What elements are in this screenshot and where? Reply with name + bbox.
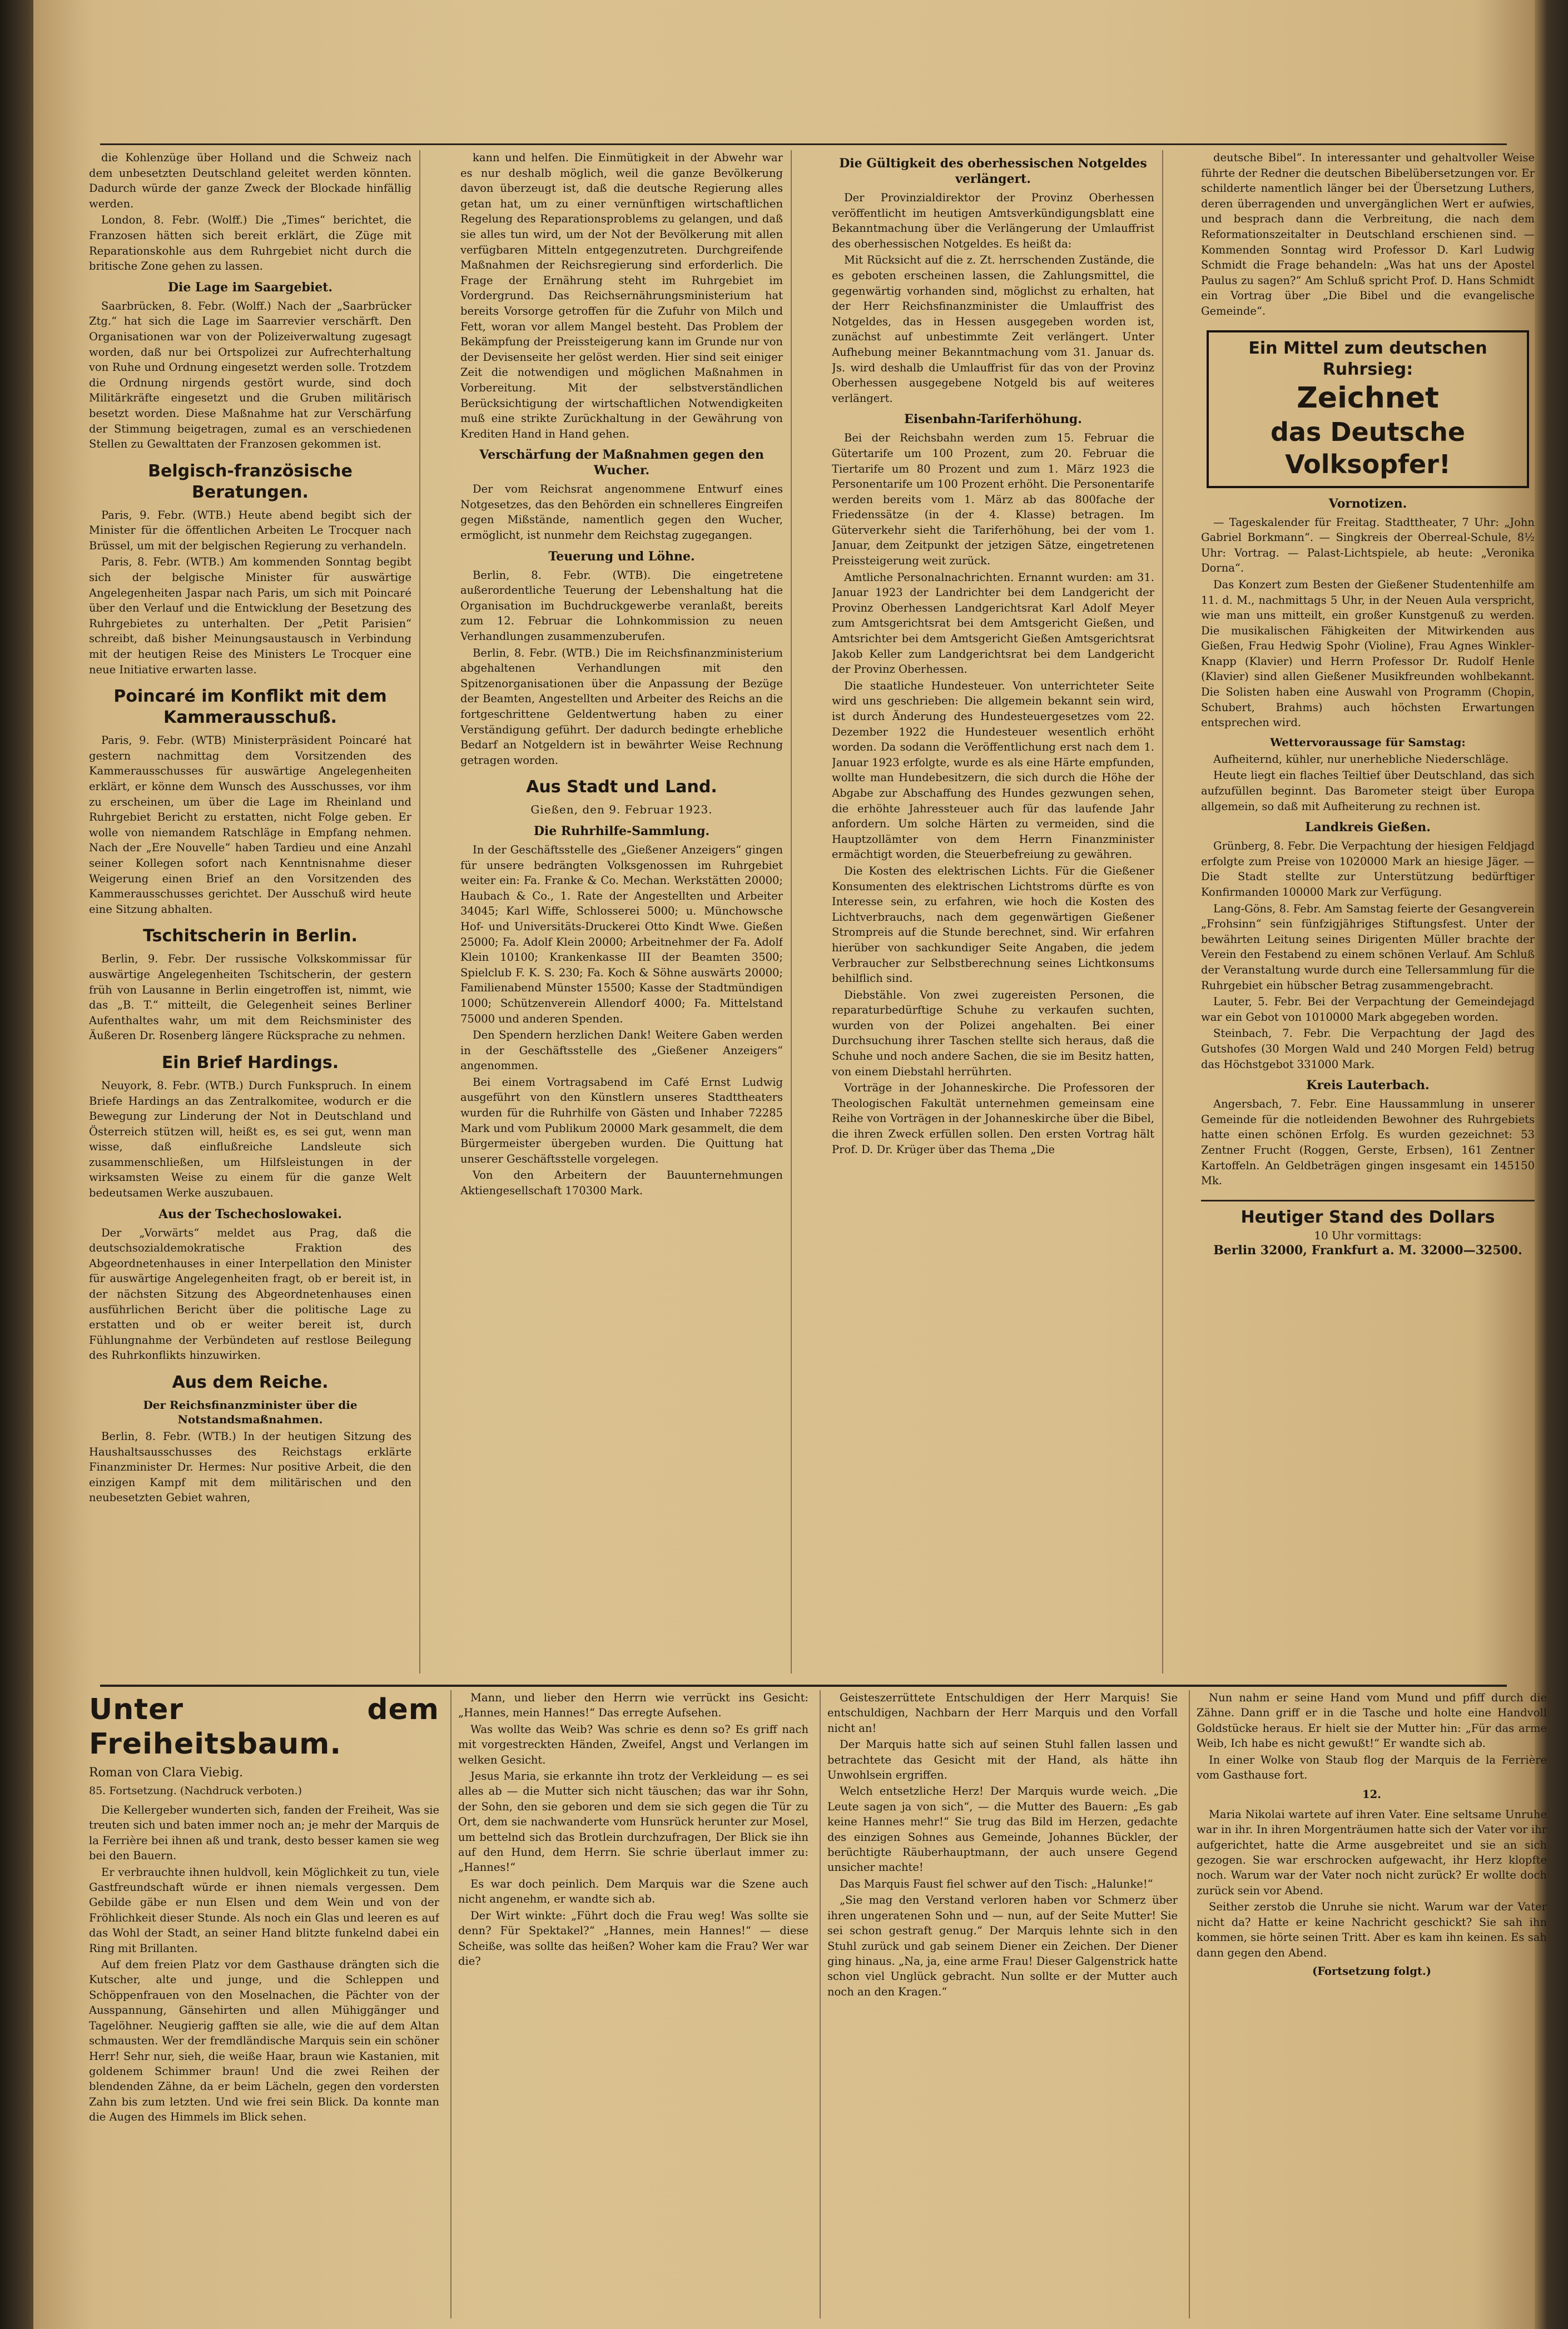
paragraph: Paris, 8. Febr. (WTB.) Am kommenden Sonntag begibt sich der belgische Minister für auswärtige Angelegenheiten Jaspar nach Paris, um sich mit Poincaré über den Verlauf und die Entwicklung der Besetzung des Ruhrgebietes zu unterhalten. Der „Petit Parisien“ schreibt, daß bisher Meinungsaustausch in Verbindung mit der heutigen Reise des Ministers Le Trocquer eine neue Initiative erwarten lasse. [89,555,411,676]
headline: Poincaré im Konflikt mit dem Kammerausschuß. [113,687,387,728]
paragraph: London, 8. Febr. (Wolff.) Die „Times“ berichtet, die Franzosen hätten sich bereit erklärt, die Züge mit Reparationskohle aus dem Ruhrgebiet nicht durch die britische Zone gehen zu lassen. [89,213,411,273]
paragraph: Der Marquis hatte sich auf seinen Stuhl fallen lassen und betrachtete das Gesicht mit der Hand, als hätte ihn Unwohlsein ergriffen. [827,1738,1178,1782]
serial-column-4 [1197,1690,1547,2318]
paragraph: Geisteszerrüttete Entschuldigen der Herr Marquis! Sie entschuldigen, Nachbarn der Herr Marquis und den Vorfall nicht an! [827,1691,1178,1735]
column-2 [460,150,783,1673]
ad-line: das Deutsche Volksopfer! [1270,416,1466,479]
paragraph: In einer Wolke von Staub flog der Marquis de la Ferrière vom Gasthause fort. [1197,1753,1547,1782]
paragraph: Mann, und lieber den Herrn wie verrückt ins Gesicht: „Hannes, mein Hannes!“ Das erregte Aufsehen. [458,1691,808,1720]
serial-installment: 85. Fortsetzung. (Nachdruck verboten.) [89,1785,302,1797]
paragraph: Der „Vorwärts“ meldet aus Prag, daß die deutschsozialdemokratische Fraktion des Abgeordnetenhauses in einer Interpellation den Minister für auswärtige Angelegenheiten fragt, ob er bereit ist, in der nächsten Sitzung des Abgeordnetenhauses einen ausführlichen Bericht über die politische Lage zu erstatten und ob er weiter bereit ist, durch Fühlungnahme der Verbündeten auf restlose Beilegung des Ruhrkonflikts hinzuwirken. [89,1226,411,1362]
paragraph: Das Konzert zum Besten der Gießener Studentenhilfe am 11. d. M., nachmittags 5 Uhr, in der Neuen Aula verspricht, wie man uns mitteilt, ein großer Kunstgenuß zu werden. Die musikalischen Fähigkeiten der Mitwirkenden aus Gießen, Frau Hedwig Spohr (Violine), Frau Agnes Winkler-Knapp (Klavier) und Herrn Professor Dr. Rudolf Henle (Klavier) sind allen Gießener Musikfreunden wohlbekannt. Die Solisten haben eine Auswahl von Programm (Chopin, Schubert, Brahms) auch höchsten Erwartungen entsprechen wird. [1201,578,1535,729]
paragraph: Bei einem Vortragsabend im Café Ernst Ludwig ausgeführt von den Künstlern unseres Stadttheaters wurden für die Ruhrhilfe von Gästen und Inhaber 72285 Mark und vom Publikum 20000 Mark gesammelt, die dem Bürgermeister übergeben wurden. Die Quittung hat unserer Geschäftsstelle vorgelegen. [460,1075,783,1165]
headline: Die Gültigkeit des oberhessischen Notgeldes verlängert. [839,156,1147,186]
paragraph: deutsche Bibel“. In interessanter und gehaltvoller Weise führte der Redner die deutschen Bibelübersetzungen vor. Er schilderte namentlich länger bei der Übersetzung Luthers, deren überragenden und unvergänglichen Wert er aufwies, und besprach dann die Verbreitung, die nach dem Reformationszeitalter in Deutschland erschienen sind. — Kommenden Sonntag wird Professor D. Karl Ludwig Schmidt die Frage behandeln: „Was hat uns der Apostel Paulus zu sagen?“ Am Schluß spricht Prof. D. Hans Schmidt ein Vortrag über „Die Bibel und die evangelische Gemeinde“. [1201,151,1535,317]
headline: Wettervoraussage für Samstag: [1270,735,1466,749]
paragraph: Angersbach, 7. Febr. Eine Haussammlung in unserer Gemeinde für die notleidenden Bewohner des Ruhrgebiets hatte einen schönen Erfolg. Es wurden gezeichnet: 53 Zentner Frucht (Roggen, Gerste, Erbsen), 161 Zentner Kartoffeln. An Geldbeträgen gingen insgesamt ein 145150 Mk. [1201,1098,1535,1188]
ad-line: Zeichnet [1297,381,1439,415]
headline: Vornotizen. [1328,496,1407,511]
paragraph: Von den Arbeitern der Bauunternehmungen Aktiengesellschaft 170300 Mark. [460,1169,783,1198]
feuilleton-rule [100,1685,1507,1687]
serial-column-3 [827,1690,1178,2318]
paragraph: Diebstähle. Von zwei zugereisten Personen, die reparaturbedürftige Schuhe zu verkaufen suchten, wurden von der Polizei angehalten. Bei einer Durchsuchung ihrer Taschen stellte sich heraus, daß die Schuhe und noch andere Sachen, die sie im Besitz hatten, von einem Diebstahl herrührten. [832,988,1154,1078]
paragraph: Lang-Göns, 8. Febr. Am Samstag feierte der Gesangverein „Frohsinn“ sein fünfzigjähriges Stiftungsfest. Unter der bewährten Leitung seines Dirigenten Müller brachte der Verein den Festabend zu einem schönen Verlauf. Am Schluß der Veranstaltung wurde durch eine Tellersammlung für die Ruhrgebiet ein hübscher Betrag zusammengebracht. [1201,902,1535,992]
subheadline: Der Reichsfinanzminister über die Notstandsmaßnahmen. [143,1398,358,1426]
paragraph: Der vom Reichsrat angenommene Entwurf eines Notgesetzes, das den Behörden ein schnelleres Eingreifen gegen Mißstände, namentlich gegen den Wucher, ermöglicht, ist nunmehr dem Reichstag zugegangen. [460,483,783,542]
paragraph: Die staatliche Hundesteuer. Von unterrichteter Seite wird uns geschrieben: Die allgemein bekannt sein wird, ist durch Änderung des Hundesteuergesetzes vom 22. Dezember 1922 die Hundesteuer wesentlich erhöht worden. Da sodann die Veröffentlichung erst nach dem 1. Januar 1923 erfolgte, wurde es als eine Härte empfunden, wollte man Hundebesitzern, die sich durch die Höhe der Abgabe zur Abschaffung des Hundes gezwungen sehen, die erhöhte Jahressteuer auch für das laufende Jahr anfordern. Um solche Härten zu vermeiden, sind die Hauptzollämter von dem Herrn Finanzminister ermächtigt worden, die Steuerbefreiung zu gewähren. [832,679,1154,861]
paragraph: Nun nahm er seine Hand vom Mund und pfiff durch die Zähne. Dann griff er in die Tasche und holte eine Handvoll Goldstücke heraus. Er hielt sie der Mutter hin: „Für das arme Weib, Ich habe es nicht gewußt!“ Er wandte sich ab. [1197,1691,1547,1750]
paragraph: Paris, 9. Febr. (WTB) Ministerpräsident Poincaré hat gestern nachmittag dem Vorsitzenden des Kammerausschusses für auswärtige Angelegenheiten erklärt, er könne dem Wunsch des Ausschusses, vor ihm zu erscheinen, um über die Lage im Rheinland und Ruhrgebiet Bericht zu erstatten, nicht Folge geben. Er wolle von niemandem Ratschläge in Empfang nehmen. Nach der „Ere Nouvelle“ haben Tardieu und eine Anzahl seiner Kollegen sofort nach Kenntnisnahme dieser Weigerung einen Brief an den Vorsitzenden des Kammerausschusses gerichtet. Der Ausschuß wird heute eine Sitzung abhalten. [89,734,411,916]
paragraph: Lauter, 5. Febr. Bei der Verpachtung der Gemeindejagd war ein Gebot von 1010000 Mark abgegeben worden. [1201,995,1535,1024]
paragraph: Seither zerstob die Unruhe sie nicht. Warum war der Vater nicht da? Hatte er keine Nachricht geschickt? Sie sah ihn kommen, sie hörte seinen Tritt. Aber es kam ihn keinen. Es sah dann gegen den Abend. [1197,1900,1547,1959]
column-3 [832,150,1154,1673]
column-divider [419,150,420,1673]
volksopfer-advertisement [1207,330,1529,488]
paragraph: Was wollte das Weib? Was schrie es denn so? Es griff nach mit vorgestreckten Händen, Zweifel, Angst und Verlangen im welken Gesicht. [458,1722,808,1766]
paragraph: Amtliche Personalnachrichten. Ernannt wurden: am 31. Januar 1923 der Landrichter bei dem Landgericht der Provinz Oberhessen Landgerichtsrat Karl Adolf Meyer zum Amtsgerichtsrat bei dem Amtsgericht Gießen, und Amtsrichter bei dem Amtsgericht Gießen Amtsgerichtsrat Jakob Keller zum Landgerichtsrat bei dem Landgericht der Provinz Oberhessen. [832,570,1154,676]
ad-line: Ein Mittel zum deutschen Ruhrsieg: [1248,338,1487,379]
headline: Verschärfung der Maßnahmen gegen den Wucher. [479,448,764,478]
paragraph: Auf dem freien Platz vor dem Gasthause drängten sich die Kutscher, alte und junge, und die Schleppen und Schöppenfrauen von den Moselnachen, die Pächter von der Ausspannung, Gänsehirten und allen Mühiggänger und Tagelöhner. Neugierig gafften sie alle, wie die auf dem Altan schmausten. Wer der fremdländische Marquis sein ein schöner Herr! Sehr nur, sieh, die weiße Haar, braun wie Kastanien, mit goldenem Schimmer braun! Und die zwei Reihen der blendenden Zähne, da er beim Lächeln, gegen den vordersten Zahn bis zum letzten. Und wie frei sein Blick. Da konnte man die Augen des Himmels im Blick sehen. [89,1958,439,2124]
paragraph: Bei der Reichsbahn werden zum 15. Februar die Gütertarife um 100 Prozent, zum 20. Februar die Tiertarife um 80 Prozent und zum 1. März 1923 die Personentarife um 100 Prozent erhöht. Die Personentarife werden bereits vom 1. März ab das 800fache der Friedenssätze (in der 4. Klasse) betragen. Im Güterverkehr sieht die Tariferhöhung, bei der vom 1. Januar, dem Zeitpunkt der jetzigen Sätze, eingetretenen Preissteigerung weit zurück. [832,431,1154,568]
paragraph: Der Wirt winkte: „Führt doch die Frau weg! Was sollte sie denn? Für Spektakel?“ „Hannes, mein Hannes!“ — diese Scheiße, was sollte das heißen? Woher kam die Frau? Wer war die? [458,1909,808,1968]
paragraph: Paris, 9. Febr. (WTB.) Heute abend begibt sich der Minister für die öffentlichen Arbeiten Le Trocquer nach Brüssel, um mit der belgischen Regierung zu verhandeln. [89,508,411,552]
paragraph: Berlin, 8. Febr. (WTB). Die eingetretene außerordentliche Teuerung der Lebenshaltung hat die Organisation im Buchdruckgewerbe veranlaßt, bereits zum 12. Februar die Lohnkommission zu neuen Verhandlungen zusammenzuberufen. [460,568,783,643]
serial-title: Unter dem Freiheitsbaum. [89,1693,439,1761]
serial-author: Roman von Clara Viebig. [89,1766,244,1780]
column-1 [89,150,411,1673]
headline: Die Ruhrhilfe-Sammlung. [533,823,710,838]
dollar-rate-values: Berlin 32000, Frankfurt a. M. 32000—32500. [1213,1243,1522,1258]
paragraph: Berlin, 8. Febr. (WTB.) In der heutigen Sitzung des Haushaltsausschusses des Reichstags erklärte Finanzminister Dr. Hermes: Nur positive Arbeit, die den einzigen Kampf mit dem militärischen und den neubesetzten Gebiet wahren, [89,1430,411,1504]
chapter-number: 12. [1362,1788,1381,1801]
section-title: Aus Stadt und Land. [526,777,717,797]
paragraph: Den Spendern herzlichen Dank! Weitere Gaben werden in der Geschäftsstelle des „Gießener Anzeigers“ angenommen. [460,1029,783,1072]
paragraph: Maria Nikolai wartete auf ihren Vater. Eine seltsame Unruhe war in ihr. In ihren Morgenträumen hatte sich der Vater vor ihr aufgerichtet, hatte die Arme ausgebreitet und sie an sich gezogen. Sie war erschrocken aufgewacht, ihr Herz klopfte noch. Warum war der Vater noch nicht zurück? Er wollte doch zurück sein vor Abend. [1197,1807,1547,1897]
newspaper-page [33,0,1547,2329]
paragraph: Grünberg, 8. Febr. Die Verpachtung der hiesigen Feldjagd erfolgte zum Preise von 1020000 Mark an hiesige Jäger. — Die Stadt stellte zur Unterstützung bedürftiger Konfirmanden 100000 Mark zur Verfügung. [1201,840,1535,898]
serial-column-2 [458,1690,808,2318]
paragraph: Er verbrauchte ihnen huldvoll, kein Möglichkeit zu tun, viele Gastfreundschaft würde er ihnen niemals vergessen. Dem Gebilde gäbe er nun Elsen und dem Wein und von der Fröhlichkeit dieser Stunde. Als noch ein Glas und leeren es auf das Wohl der Stadt, an seiner Hand blitzte funkelnd dabei ein Ring mit Brillanten. [89,1865,439,1955]
paragraph: Die Kellergeber wunderten sich, fanden der Freiheit, Was sie treuten sich und baten immer noch an; je mehr der Marquis de la Ferrière bei ihnen aß und trank, desto besser kamen sie weg bei den Bauern. [89,1804,439,1863]
paragraph: Jesus Maria, sie erkannte ihn trotz der Verkleidung — es sei alles ab — die Mutter sich nicht täuschen; das war ihr Sohn, der Sohn, den sie geboren und dem sie sich gegen die Tür zu Ort, dem sie nachwanderte vom Hunsrück herunter zur Mosel, um bettelnd sich das Brotlein durchzufragen, Der Blick sie ihn auf den Hund, dem Herrn. Sie schrie überlaut immer zu: „Hannes!“ [458,1770,808,1874]
headline: Tschitscherin in Berlin. [143,926,358,946]
column-divider [791,150,792,1673]
headline: Landkreis Gießen. [1305,820,1431,835]
continuation-note: (Fortsetzung folgt.) [1312,1964,1431,1978]
paragraph: Berlin, 9. Febr. Der russische Volkskommissar für auswärtige Angelegenheiten Tschitscherin, der gestern früh von Lausanne in Berlin eingetroffen ist, nimmt, wie das „B. T.“ mitteilt, die Gelegenheit seines Berliner Aufenthaltes wahr, um mit dem Reichsminister des Äußeren Dr. Rosenberg längere Rücksprache zu nehmen. [89,952,411,1042]
paragraph: die Kohlenzüge über Holland und die Schweiz nach dem unbesetzten Deutschland geleitet werden könnten. Dadurch würde der ganze Zweck der Blockade hinfällig werden. [89,151,411,210]
paragraph: Welch entsetzliche Herz! Der Marquis wurde weich. „Die Leute sagen ja von sich“, — die Mutter des Bauern: „Es gab keine Hannes mehr!“ Sie trug das Bild im Herzen, gedachte des einzigen Sohnes aus Gemeinde, Johannes Bückler, der berüchtigte Räuberhauptmann, der auch unsere Gegend unsicher machte! [827,1785,1178,1874]
headline: Ein Brief Hardings. [161,1052,339,1072]
paragraph: Das Marquis Faust fiel schwer auf den Tisch: „Halunke!“ [840,1877,1153,1890]
feuilleton-serial [89,1690,1546,2318]
paragraph: — Tageskalender für Freitag. Stadttheater, 7 Uhr: „John Gabriel Borkmann“. — Singkreis der Oberreal-Schule, 8½ Uhr: Vortrag. — Palast-Lichtspiele, ab heute: „Veronika Dorna“. [1201,515,1535,575]
top-rule [100,143,1507,145]
paragraph: Neuyork, 8. Febr. (WTB.) Durch Funkspruch. In einem Briefe Hardings an das Zentralkomitee, wodurch er die Bewegung zur Linderung der Not in Deutschland und Österreich stützen will, heißt es, es sei gut, wenn man wisse, daß einflußreiche Landsleute sich zusammenschließen, um Hilfsleistungen in der wirksamsten Weise zu einem für die ganze Welt bedeutsamen Werke auszubauen. [89,1079,411,1200]
paragraph: „Sie mag den Verstand verloren haben vor Schmerz über ihren ungeratenen Sohn und — nun, auf der Seite Mutter! Sie sei schon gestraft genug.“ Der Marquis lehnte sich in den Stuhl zurück und gab seinem Diener ein Zeichen. Der Diener ging hinaus. „Na, ja, eine arme Frau! Dieser Galgenstrick hatte schon viel Unglück gebracht. Nun sollte er der Mutter auch noch an den Kragen.“ [827,1894,1178,1998]
headline: Belgisch-französische Beratungen. [148,461,353,502]
headline: Aus der Tschechoslowakei. [158,1206,342,1221]
headline: Eisenbahn-Tariferhöhung. [904,412,1082,427]
paragraph: Mit Rücksicht auf die z. Zt. herrschenden Zustände, die es geboten erscheinen lassen, die Zahlungsmittel, die gegenwärtig vorhanden sind, möglichst zu erhalten, hat der Herr Reichsfinanzminister die Umlauffrist des Notgeldes, das in Hessen ausgegeben worden ist, zunächst auf unbestimmte Zeit verlängert. Unter Aufhebung meiner Bekanntmachung vom 31. Januar ds. Js. wird deshalb die Umlauffrist für das von der Provinz Oberhessen ausgegebene Notgeld bis auf weiteres verlängert. [832,254,1154,405]
paragraph: Aufheiternd, kühler, nur unerhebliche Niederschläge. [1213,752,1509,766]
column-4 [1201,150,1535,1673]
headline: Die Lage im Saargebiet. [167,280,333,295]
paragraph: Steinbach, 7. Febr. Die Verpachtung der Jagd des Gutshofes (30 Morgen Wald und 240 Morgen Feld) betrug das Höchstgebot 331000 Mark. [1201,1027,1535,1071]
dollar-rate-title: Heutiger Stand des Dollars [1201,1200,1535,1228]
paragraph: Die Kosten des elektrischen Lichts. Für die Gießener Konsumenten des elektrischen Lichtstroms dürfte es von Interesse sein, zu erfahren, wie hoch die Kosten des Lichtverbrauchs, nach dem gegenwärtigen Gießener Strompreis auf die Stunde berechnet, sind. Wir erfahren hierüber von sachkundiger Seite Angaben, die jedem Verbraucher zur Selbstberechnung seines Lichtkonsums behilflich sind. [832,864,1154,985]
column-divider [1162,150,1163,1673]
paragraph: Der Provinzialdirektor der Provinz Oberhessen veröffentlicht im heutigen Amtsverkündigungsblatt eine Bekanntmachung über die Verlängerung der Umlauffrist des oberhessischen Notgeldes. Es heißt da: [832,191,1154,250]
paragraph: Heute liegt ein flaches Teiltief über Deutschland, das sich aufzufüllen beginnt. Das Barometer steigt über Europa allgemein, so daß mit Aufheiterung zu rechnen ist. [1201,769,1535,813]
serial-column-1 [89,1690,439,2318]
dateline: Gießen, den 9. Februar 1923. [530,803,713,817]
headline: Kreis Lauterbach. [1306,1078,1430,1093]
paragraph: In der Geschäftsstelle des „Gießener Anzeigers“ gingen für unsere bedrängten Volksgenossen im Ruhrgebiet weiter ein: Fa. Franke & Co. Mechan. Werkstätten 20000; Haubach & Co., 1. Rate der Angestellten und Arbeiter 34045; Karl Wiffe, Schlosserei 5000; u. Münchowsche Hof- und Universitäts-Druckerei Otto Kindt Wwe. Gießen 25000; Fa. Adolf Klein 20000; Arbeitnehmer der Fa. Adolf Klein 10100; Krankenkasse III der Beamten 3500; Spielclub F. K. S. 230; Fa. Koch & Söhne auswärts 20000; Familienabend Münster 15500; Kasse der Stadtmündigen 1000; Schützenverein Allendorf 4000; Fa. Mittelstand 75000 und anderen Spenden. [460,843,783,1025]
headline: Teuerung und Löhne. [548,549,695,564]
paragraph: kann und helfen. Die Einmütigkeit in der Abwehr war es nur deshalb möglich, weil die ganze Bevölkerung davon überzeugt ist, daß die deutsche Regierung alles getan hat, um zu einer vernünftigen wirtschaftlichen Regelung des Reparationsproblems zu gelangen, und daß sie alles tun wird, um der Not der Bevölkerung mit allen verfügbaren Mitteln entgegenzutreten. Durchgreifende Maßnahmen der Reichsregierung sind erforderlich. Die Frage der Ernährung steht im Ruhrgebiet im Vordergrund. Das Reichsernährungsministerium hat bereits Vorsorge getroffen für die Zufuhr von Milch und Fett, woran vor allem Mangel besteht. Das Problem der Bekämpfung der Preissteigerung kann im Grunde nur von der Devisenseite her gelöst werden. Hier sind seit einiger Zeit die notwendigen und möglichen Maßnahmen in Vorbereitung. Mit der selbstverständlichen Berücksichtigung der wirtschaftlichen Notwendigkeiten muß eine strikte Zurückhaltung in der Gewährung von Krediten Hand in Hand gehen. [460,151,783,440]
headline: Aus dem Reiche. [172,1373,329,1392]
paragraph: Es war doch peinlich. Dem Marquis war die Szene auch nicht angenehm, er wandte sich ab. [458,1877,808,1906]
paragraph: Saarbrücken, 8. Febr. (Wolff.) Nach der „Saarbrücker Ztg.“ hat sich die Lage im Saarrevier verschärft. Den Organisationen war von der Polizeiverwaltung zugesagt worden, daß nur bei Ortspolizei zur Aufrechterhaltung von Ruhe und Ordnung eingesetzt werden solle. Trotzdem die Ordnung nirgends gestört wurde, sind doch Militärkräfte eingesetzt und die Gruben militärisch besetzt worden. Diese Maßnahme hat zur Verschärfung der Stimmung beigetragen, zumal es an verschiedenen Stellen zu Gewalttaten der Franzosen gekommen ist. [89,299,411,451]
paragraph: Vorträge in der Johanneskirche. Die Professoren der Theologischen Fakultät unternehmen gemeinsam eine Reihe von Vorträgen in der Johanneskirche über die Bibel, die ihren Zweck erfüllen sollen. Den ersten Vortrag hält Prof. D. Dr. Krüger über das Thema „Die [832,1081,1154,1156]
dollar-rate-time: 10 Uhr vormittags: [1314,1228,1422,1242]
paragraph: Berlin, 8. Febr. (WTB.) Die im Reichsfinanzministerium abgehaltenen Verhandlungen mit den Spitzenorganisationen über die Anpassung der Bezüge der Beamten, Angestellten und Arbeiter des Reichs an die fortgeschrittene Geldentwertung haben zu einer Verständigung geführt. Der dadurch bedingte erhebliche Bedarf an Notgeldern ist in bewährter Weise Rechnung getragen worden. [460,646,783,767]
